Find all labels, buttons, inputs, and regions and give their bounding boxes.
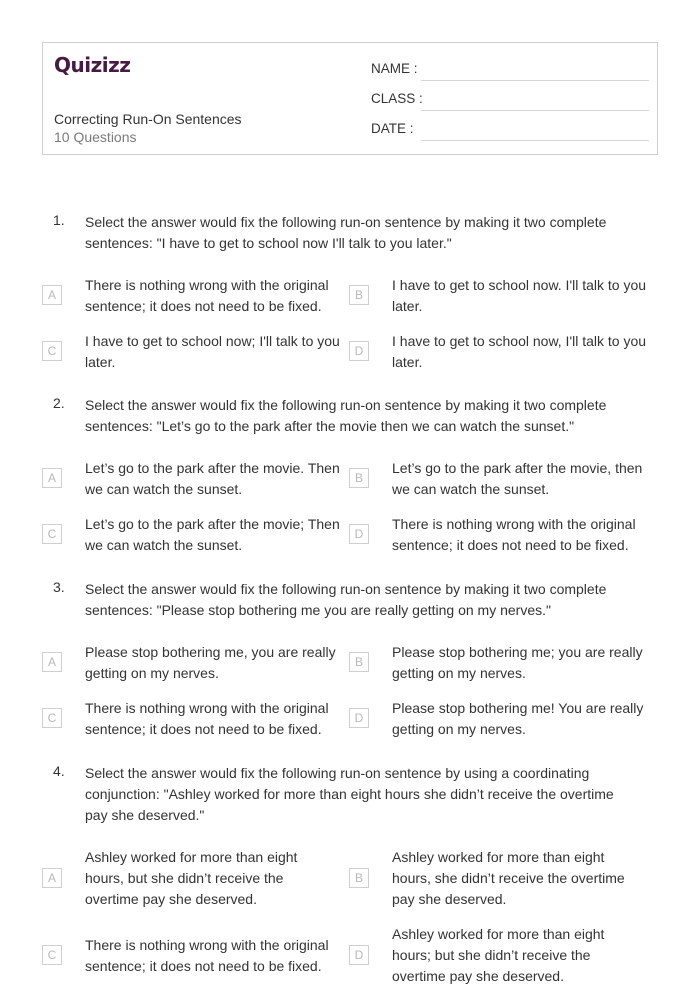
option-letter-box[interactable]: B xyxy=(349,652,369,672)
option-letter-box[interactable]: C xyxy=(42,708,62,728)
option-letter-box[interactable]: A xyxy=(42,868,62,888)
worksheet-header xyxy=(42,42,658,155)
class-label: CLASS : xyxy=(371,91,423,106)
date-line[interactable] xyxy=(421,140,649,141)
option-letter-box[interactable]: A xyxy=(42,285,62,305)
option-text: Please stop bothering me, you are really getting on my nerves. xyxy=(85,644,336,681)
option-text: Please stop bothering me! You are really getting on my nerves. xyxy=(392,700,644,737)
option-letter-box[interactable]: D xyxy=(349,341,369,361)
date-label: DATE : xyxy=(371,121,414,136)
worksheet-title: Correcting Run-On Sentences xyxy=(54,111,242,127)
option-text: I have to get to school now. I'll talk to you later. xyxy=(392,277,647,314)
option-letter-box[interactable]: C xyxy=(42,524,62,544)
name-line[interactable] xyxy=(421,80,649,81)
option-letter-box[interactable]: D xyxy=(349,945,369,965)
option-text: Let’s go to the park after the movie, then we can watch the sunset. xyxy=(392,460,643,497)
option-letter-box[interactable]: D xyxy=(349,708,369,728)
question-text: Select the answer would fix the following run-on sentence by making it two complete sentences: "I have to get to school now I'll talk to you later." xyxy=(85,214,607,251)
option-letter-box[interactable]: A xyxy=(42,468,62,488)
option-text: Ashley worked for more than eight hours, but she didn’t receive the overtime pay she deserved. xyxy=(85,849,298,907)
question-count: 10 Questions xyxy=(54,129,137,145)
question-number: 2. xyxy=(53,395,65,411)
option-text: I have to get to school now, I'll talk to you later. xyxy=(392,333,647,370)
option-text: Ashley worked for more than eight hours, she didn’t receive the overtime pay she deserved. xyxy=(392,849,625,907)
question-text: Select the answer would fix the following run-on sentence by making it two complete sentences: "Please stop bothering me you are really getting on my nerves." xyxy=(85,581,607,618)
option-text: Ashley worked for more than eight hours; but she didn’t receive the overtime pay she deserved. xyxy=(392,926,605,984)
question-text: Select the answer would fix the following run-on sentence by using a coordinating conjunction: "Ashley worked for more than eight hours she didn’t receive the overtime pay she deserved." xyxy=(85,765,614,823)
option-text: Let’s go to the park after the movie. Then we can watch the sunset. xyxy=(85,460,340,497)
option-text: There is nothing wrong with the original sentence; it does not need to be fixed. xyxy=(85,277,329,314)
question-text: Select the answer would fix the following run-on sentence by making it two complete sentences: "Let’s go to the park after the movie then we can watch the sunset." xyxy=(85,397,607,434)
quizizz-logo: Quizizz xyxy=(54,53,131,77)
option-text: Please stop bothering me; you are really getting on my nerves. xyxy=(392,644,643,681)
question-number: 1. xyxy=(53,212,65,228)
name-field[interactable] xyxy=(371,61,649,81)
option-letter-box[interactable]: A xyxy=(42,652,62,672)
date-field[interactable] xyxy=(371,121,649,141)
option-text: There is nothing wrong with the original sentence; it does not need to be fixed. xyxy=(85,700,329,737)
class-line[interactable] xyxy=(421,110,649,111)
option-text: There is nothing wrong with the original sentence; it does not need to be fixed. xyxy=(85,937,329,974)
class-field[interactable] xyxy=(371,91,649,111)
option-text: Let’s go to the park after the movie; Then we can watch the sunset. xyxy=(85,516,340,553)
option-text: There is nothing wrong with the original sentence; it does not need to be fixed. xyxy=(392,516,636,553)
option-letter-box[interactable]: D xyxy=(349,524,369,544)
option-letter-box[interactable]: B xyxy=(349,468,369,488)
option-letter-box[interactable]: C xyxy=(42,945,62,965)
option-text: I have to get to school now; I'll talk to you later. xyxy=(85,333,340,370)
option-letter-box[interactable]: B xyxy=(349,285,369,305)
question-number: 4. xyxy=(53,763,65,779)
option-letter-box[interactable]: C xyxy=(42,341,62,361)
name-label: NAME : xyxy=(371,61,418,76)
option-letter-box[interactable]: B xyxy=(349,868,369,888)
question-number: 3. xyxy=(53,579,65,595)
